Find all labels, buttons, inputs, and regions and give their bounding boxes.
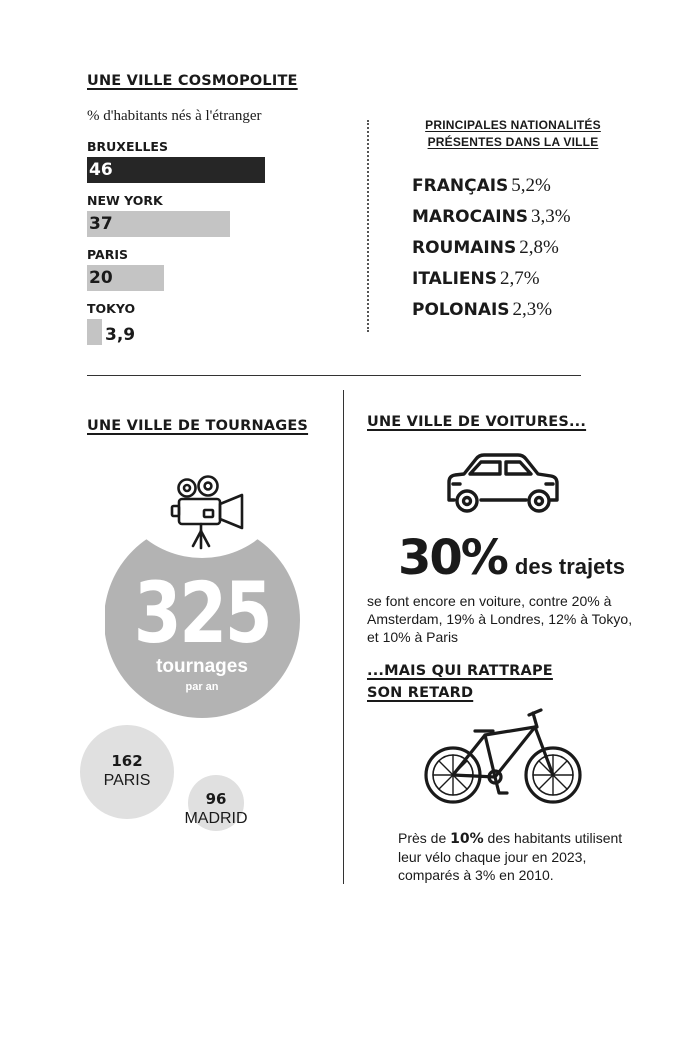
bar-value-label: 46 [89,160,113,180]
bar-value-label: 3,9 [105,325,136,345]
movie-camera-icon [168,474,246,550]
nationalites-title [400,117,626,151]
nationality-row [412,175,551,197]
nationality-row [412,237,559,259]
bar-bruxelles [87,157,265,183]
nationalites-title-line1: PRINCIPALES NATIONALITÉS [425,118,601,132]
bar-paris [87,265,164,291]
rattrape-text-after: des habitants utilisent leur vélo chaque jour en 2023, comparés à 3% en 2010. [398,830,623,883]
paris-tournages-city: PARIS [103,772,151,789]
nationality-name: FRANÇAIS [412,176,509,196]
nationality-name: MAROCAINS [412,207,529,227]
madrid-tournages-city: MADRID [184,810,248,827]
car-icon [444,452,562,520]
bar-tokyo [87,319,102,345]
cosmopolite-subtitle: % d'habitants nés à l'étranger [87,108,262,124]
bar-city-label: PARIS [87,247,128,262]
nationality-pct: 3,3% [531,206,571,227]
nationality-pct: 2,7% [500,268,540,289]
nationality-name: ROUMAINS [412,238,517,258]
nationality-name: ITALIENS [412,269,497,289]
bar-city-label: TOKYO [87,301,136,316]
rattrape-text-before: Près de [398,830,451,846]
voitures-title: UNE VILLE DE VOITURES... [367,414,587,430]
voitures-stat [398,530,625,586]
tournages-big-label: tournages [156,656,248,677]
rattrape-title-line1: ...MAIS QUI RATTRAPE [367,663,553,679]
bar-value-label: 37 [89,214,113,234]
madrid-tournages-value: 96 [205,790,227,808]
vertical-divider [343,390,344,884]
nationality-pct: 2,3% [512,299,553,320]
nationality-pct: 5,2% [511,175,551,196]
nationality-row [412,299,552,321]
rattrape-text [398,829,628,884]
nationality-row [412,268,540,290]
voitures-text: se font encore en voiture, contre 20% à Amsterdam, 19% à Londres, 12% à Tokyo, et 10% à Paris [367,593,633,645]
nationality-row [412,206,571,228]
dotted-divider [367,120,369,332]
bar-city-label: NEW YORK [87,193,163,208]
bar-new-york [87,211,230,237]
nationality-name: POLONAIS [412,300,510,320]
tournages-big-value: 325 [133,564,271,662]
bar-city-label: BRUXELLES [87,139,168,154]
paris-tournages-value: 162 [111,752,143,770]
rattrape-text-bold: 10% [450,831,484,847]
voitures-stat-unit: des trajets [514,554,625,579]
nationality-pct: 2,8% [519,237,559,258]
bicycle-icon [423,705,583,809]
tournages-title: UNE VILLE DE TOURNAGES [87,418,309,434]
bar-value-label: 20 [89,268,113,288]
nationalites-title-line2: PRÉSENTES DANS LA VILLE [427,135,599,149]
horizontal-divider [87,375,581,376]
rattrape-title-line2: SON RETARD [367,685,474,701]
rattrape-title [367,660,553,704]
cosmopolite-title: UNE VILLE COSMOPOLITE [87,73,298,89]
tournages-big-sub: par an [185,681,219,693]
voitures-stat-value: 30% [398,530,507,586]
